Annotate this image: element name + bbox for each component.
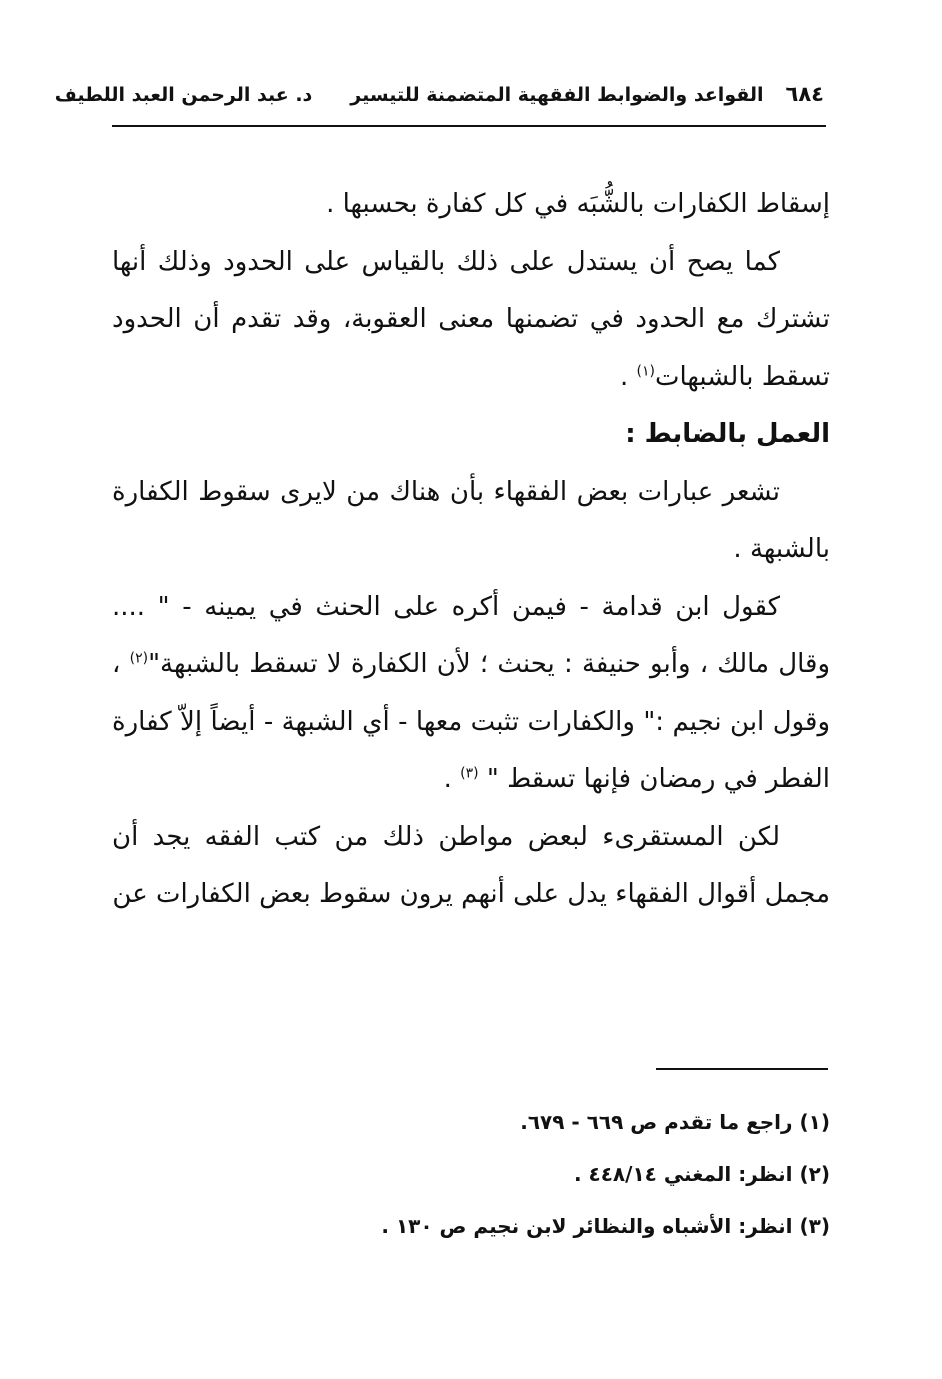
paragraph-2 (112, 234, 830, 407)
running-header (54, 82, 824, 118)
section-heading (112, 406, 830, 464)
author-name: د. عبد الرحمن العبد اللطيف (54, 84, 313, 106)
footnote-3: (٣) انظر: الأشباه والنظائر لابن نجيم ص ١٣٠ . (381, 1214, 830, 1238)
footnote-ref-1: (١) (636, 362, 655, 379)
paragraph-3 (112, 464, 830, 579)
paragraph-4-end: . (443, 764, 452, 794)
paragraph-5-text: لكن المستقرىء لبعض مواطن ذلك من كتب الفقه يجد أن مجمل أقوال الفقهاء يدل على أنهم يرون سقوط بعض الكفارات عن (112, 821, 830, 909)
footnotes (112, 1096, 830, 1252)
paragraph-4-text-a: كقول ابن قدامة - فيمن أكره على الحنث في يمينه - " .... وقال مالك ، وأبو حنيفة : يحنث ؛ لأن الكفارة لا تسقط بالشبهة" (112, 591, 831, 679)
footnote-1: (١) راجع ما تقدم ص ٦٦٩ - ٦٧٩. (520, 1110, 830, 1134)
header-rule (112, 125, 826, 127)
footnote-2: (٢) انظر: المغني ٤٤٨/١٤ . (573, 1162, 830, 1186)
paragraph-2-text: كما يصح أن يستدل على ذلك بالقياس على الحدود وذلك أنها تشترك مع الحدود في تضمنها معنى العقوبة، وقد تقدم أن الحدود تسقط بالشبهات (112, 246, 830, 392)
section-heading-text: العمل بالضابط : (625, 419, 830, 449)
paragraph-1 (112, 176, 830, 234)
paragraph-2-end: . (619, 361, 629, 392)
paragraph-4 (112, 579, 830, 809)
footnote-rule (656, 1068, 828, 1070)
page-number: ٦٨٤ (785, 82, 824, 106)
paragraph-5 (112, 809, 830, 924)
paragraph-1-text: إسقاط الكفارات بالشُّبَه في كل كفارة بحسبها . (326, 189, 830, 219)
main-text (112, 176, 830, 924)
paragraph-4-text-b: ، وقول ابن نجيم :" والكفارات تثبت معها - أي الشبهة - أيضاً إلاّ كفارة الفطر في رمضان فإنها تسقط " (112, 649, 830, 794)
footnote-ref-3: (٣) (460, 765, 479, 782)
footnote-ref-2: (٢) (129, 650, 149, 667)
paragraph-3-text: تشعر عبارات بعض الفقهاء بأن هناك من لايرى سقوط الكفارة بالشبهة . (112, 476, 830, 564)
book-title: القواعد والضوابط الفقهية المتضمنة للتيسير (350, 84, 764, 106)
